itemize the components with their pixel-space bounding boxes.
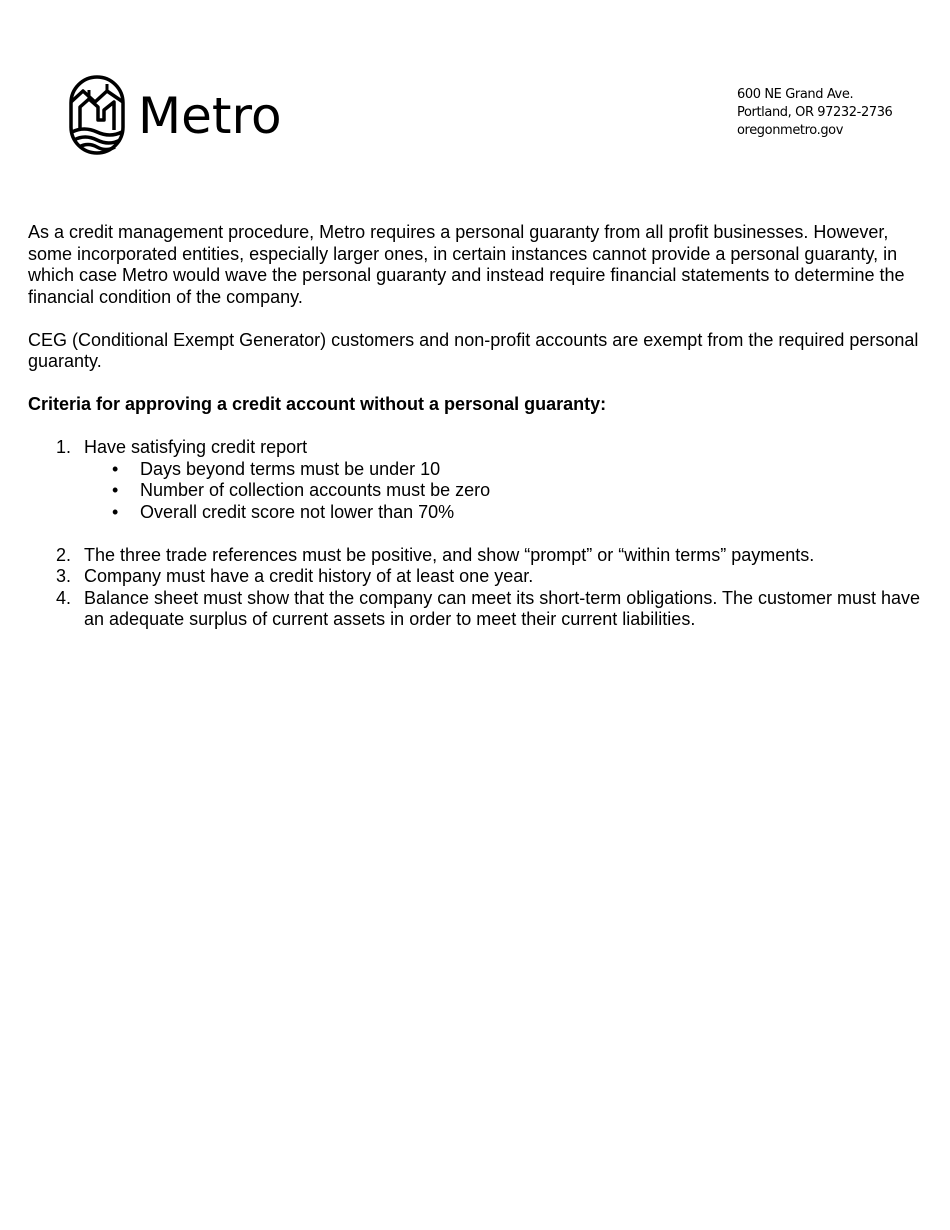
metro-logo-icon xyxy=(68,74,126,156)
criteria-heading: Criteria for approving a credit account without a personal guaranty: xyxy=(28,394,607,414)
criteria-number: 2. xyxy=(56,544,72,565)
criteria-number: 3. xyxy=(56,566,72,586)
sub-item: • Overall credit score not lower than 70% xyxy=(84,502,928,524)
credit-report-sublist xyxy=(84,459,928,524)
metro-logo xyxy=(68,74,282,156)
criteria-list xyxy=(28,437,928,631)
criteria-text: Have satisfying credit report xyxy=(84,437,308,457)
criteria-text: Company must have a credit history of at least one year. xyxy=(84,566,534,586)
criteria-number: 4. xyxy=(56,587,72,608)
exemption-paragraph: CEG (Conditional Exempt Generator) customers and non-profit accounts are exempt from the required personal guaranty. xyxy=(28,329,919,371)
criteria-item xyxy=(28,545,928,567)
criteria-item xyxy=(28,588,928,631)
address-website: oregonmetro.gov xyxy=(737,123,844,138)
address-street: 600 NE Grand Ave. xyxy=(737,87,854,102)
document-body xyxy=(28,222,928,631)
criteria-item xyxy=(28,437,928,523)
logo-wordmark: Metro xyxy=(138,87,282,145)
sub-item: • Days beyond terms must be under 10 xyxy=(84,459,928,481)
criteria-text: The three trade references must be positive, and show “prompt” or “within terms” payments. xyxy=(84,544,815,565)
criteria-number: 1. xyxy=(56,437,72,457)
address-block xyxy=(737,86,892,140)
intro-paragraph: As a credit management procedure, Metro requires a personal guaranty from all profit businesses. However, some incorporated entities, especially larger ones, in certain instances cannot provide a personal guaranty, in which case Metro would wave the personal guaranty and instead require financial statements to determine the financial condition of the company. xyxy=(28,222,905,307)
criteria-text: Balance sheet must show that the company can meet its short-term obligations. The customer must have an adequate surplus of current assets in order to meet their current liabilities. xyxy=(84,587,921,629)
criteria-item xyxy=(28,566,928,588)
sub-item: • Number of collection accounts must be zero xyxy=(84,480,928,502)
address-city: Portland, OR 97232-2736 xyxy=(737,105,893,120)
